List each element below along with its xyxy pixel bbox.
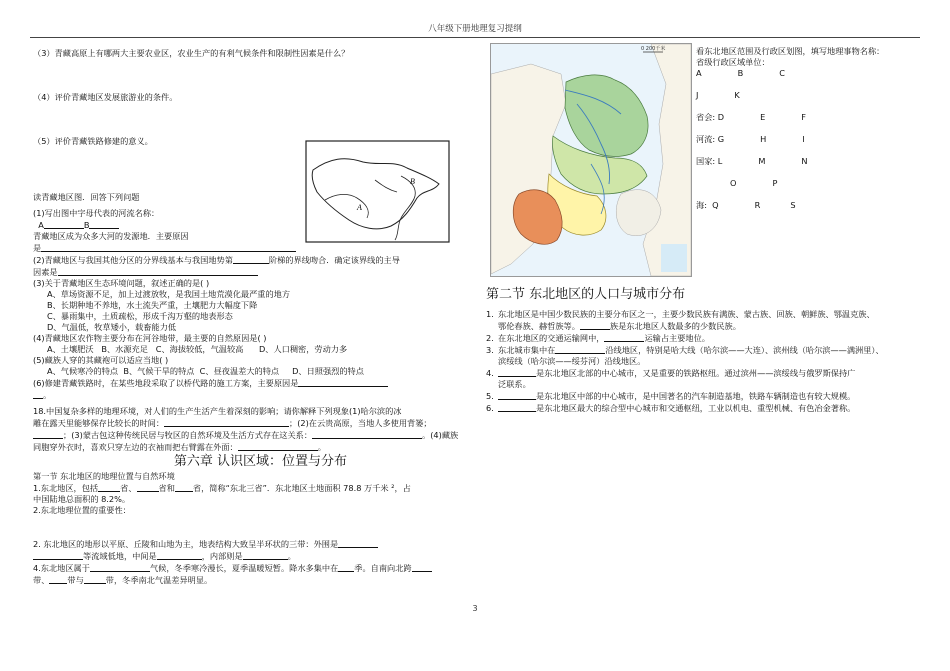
section-2-item-3-cont: 滨绥线（哈尔滨——绥芬河）沿线地区。: [498, 356, 646, 366]
left-column-lower: [33, 192, 488, 586]
section-2-item-2: 2. 在东北地区的交通运输网中， 运输占主要地位。: [486, 333, 710, 343]
read-map-title: 读青藏地区图．回答下列问题: [33, 192, 140, 202]
page-header: 八年级下册地理复习提纲: [428, 24, 522, 34]
item-3-option-c: C、暴雨集中，土质疏松，形成千沟万壑的地表形态: [47, 311, 233, 321]
question-18-line2: 雕在露天里能够保存比较长的时间： ；(2)在云贵高原，当地人多使用背篓；: [33, 418, 432, 428]
section-2: [486, 286, 926, 414]
countries-row-2: O P: [730, 178, 778, 188]
question-18-line4: 同胞穿外衣时，喜欢只穿左边的衣袖而把右臂露在外面： 。: [33, 442, 326, 452]
item-1-answer-line: 是: [33, 242, 488, 254]
section-1-title: 第一节 东北地区的地理位置与自然环境: [33, 471, 175, 481]
item-4: (4)青藏地区农作物主要分布在河谷地带，最主要的自然原因是( ): [33, 333, 267, 343]
section-2-item-4-cont: 泛联系。: [498, 379, 531, 389]
chapter-6-title: 第六章 认识区域：位置与分布: [173, 454, 348, 469]
section-1-item-3-cont: 等流域低地，中间是 ，内部则是 。: [33, 550, 488, 562]
question-5: （5）评价青藏铁路修建的意义。: [33, 136, 153, 146]
map-scale: 0 200千米: [641, 46, 666, 52]
item-3-option-d: D、气温低，牧草矮小，载畜能力低: [47, 322, 177, 332]
section-1-item-4-cont: 带、 带与 带，冬季南北气温差异明显。: [33, 575, 213, 585]
section-2-item-1: 1. 东北地区是中国少数民族的主要分布区之一，主要少数民族有满族、蒙古族、回族、朝鲜族、鄂温克族、: [486, 309, 875, 319]
item-3-option-a: A、草场资源不足，加上过渡放牧，是我国土地荒漠化最严重的地方: [47, 289, 291, 299]
countries-row: 国家: L M N: [696, 156, 808, 166]
sketch-label-a: A: [357, 203, 362, 212]
item-1: (1)写出图中字母代表的河流名称：: [33, 208, 160, 218]
item-5: (5)藏族人穿的其藏袍可以适应当地( ): [33, 355, 169, 365]
header-divider: [30, 37, 920, 38]
item-1-blanks: A B: [33, 219, 488, 231]
capitals-row: 省会: D E F: [696, 112, 806, 122]
sketch-label-b: B: [410, 177, 415, 186]
map-exercise-intro: 看东北地区范围及行政区划图，填写地理事物名称：: [696, 46, 885, 56]
question-18: 18.中国复杂多样的地理环境，对人们的生产生活产生着深刻的影响；请你解释下列现象(1)哈尔滨的冰: [33, 406, 402, 416]
question-4: （4）评价青藏地区发展旅游业的条件。: [33, 92, 178, 102]
section-2-item-6: 6. 是东北地区最大的综合型中心城市和交通枢纽，工业以机电、重型机械、有色冶金著称。: [486, 403, 856, 413]
question-18-line3: ；(3)蒙古包这种传统民居与牧区的自然环境及生活方式存在这关系： 。(4)藏族: [33, 429, 488, 441]
rivers-row: 河流: G H I: [696, 134, 805, 144]
province-row-2: J K: [696, 90, 740, 100]
section-2-item-4: 4. 是东北地区北部的中心城市，又是重要的铁路枢纽。通过滨州——滨绥线与俄罗斯保持广: [486, 368, 856, 378]
question-3: （3）青藏高原上有哪两大主要农业区，农业生产的有利气候条件和限制性因素是什么？: [33, 48, 350, 58]
map-exercise-panel: [696, 46, 926, 211]
item-3-option-b: B、长期种地不养地，水土流失严重，土壤肥力大幅度下降: [47, 300, 258, 310]
province-row-1: A B C: [696, 68, 785, 78]
seas-row: 海: Q R S: [696, 200, 796, 210]
item-5-options: A、气候寒冷的特点 B、气候干旱的特点 C、昼夜温差大的特点 D、日照强烈的特点: [47, 366, 364, 376]
left-column: [33, 48, 478, 147]
northeast-china-map: [490, 43, 692, 277]
section-2-item-5: 5. 是东北地区中部的中心城市，是中国著名的汽车制造基地，铁路车辆制造也有较大规模。: [486, 391, 856, 401]
section-1-item-2: 2.东北地理位置的重要性：: [33, 505, 131, 515]
item-4-options: A、土壤肥沃 B、水源充足 C、海拔较低，气温较高 D、人口稠密，劳动力多: [47, 344, 348, 354]
section-1-item-3: 2. 东北地区的地形以平原、丘陵和山地为主，地表结构大致呈半环状的三带：外围是: [33, 538, 488, 550]
section-1-item-4: 4.东北地区属于 气候，冬季寒冷漫长，夏季温暖短暂。降水多集中在 季。自南向北跨: [33, 562, 488, 574]
item-3: (3)关于青藏地区生态环境问题，叙述正确的是( ): [33, 278, 210, 288]
section-1-item-1: 1.东北地区，包括 省、 省和 省，简称“东北三省”．东北地区土地面积 78.8 万千米 ²，占: [33, 483, 411, 493]
page-number: 3: [472, 604, 478, 613]
item-6-end: 。: [33, 389, 488, 401]
section-1-item-1-cont: 中国陆地总面积的 8.2%。: [33, 494, 131, 504]
section-2-title: 第二节 东北地区的人口与城市分布: [486, 287, 686, 302]
section-2-item-3: 3. 东北城市集中在 沿线地区，特别是哈大线（哈尔滨——大连）、滨州线（哈尔滨——满洲里）、: [486, 345, 884, 355]
item-2-factor: 因素是: [33, 266, 488, 278]
item-6: (6)修建青藏铁路时，在某些地段采取了以桥代路的施工方案，主要原因是: [33, 377, 488, 389]
section-2-item-1-cont: 鄂伦春族、赫哲族等。 族是东北地区人数最多的少数民族。: [498, 321, 741, 331]
item-1-reason: 青藏地区成为众多大河的发源地．主要原因: [33, 231, 189, 241]
item-2: (2)青藏地区与我国其他分区的分界线基本与我国地势第 阶梯的界线吻合．确定该界线的主导: [33, 255, 400, 265]
map-exercise-provinces-label: 省级行政区域单位：: [696, 57, 770, 67]
